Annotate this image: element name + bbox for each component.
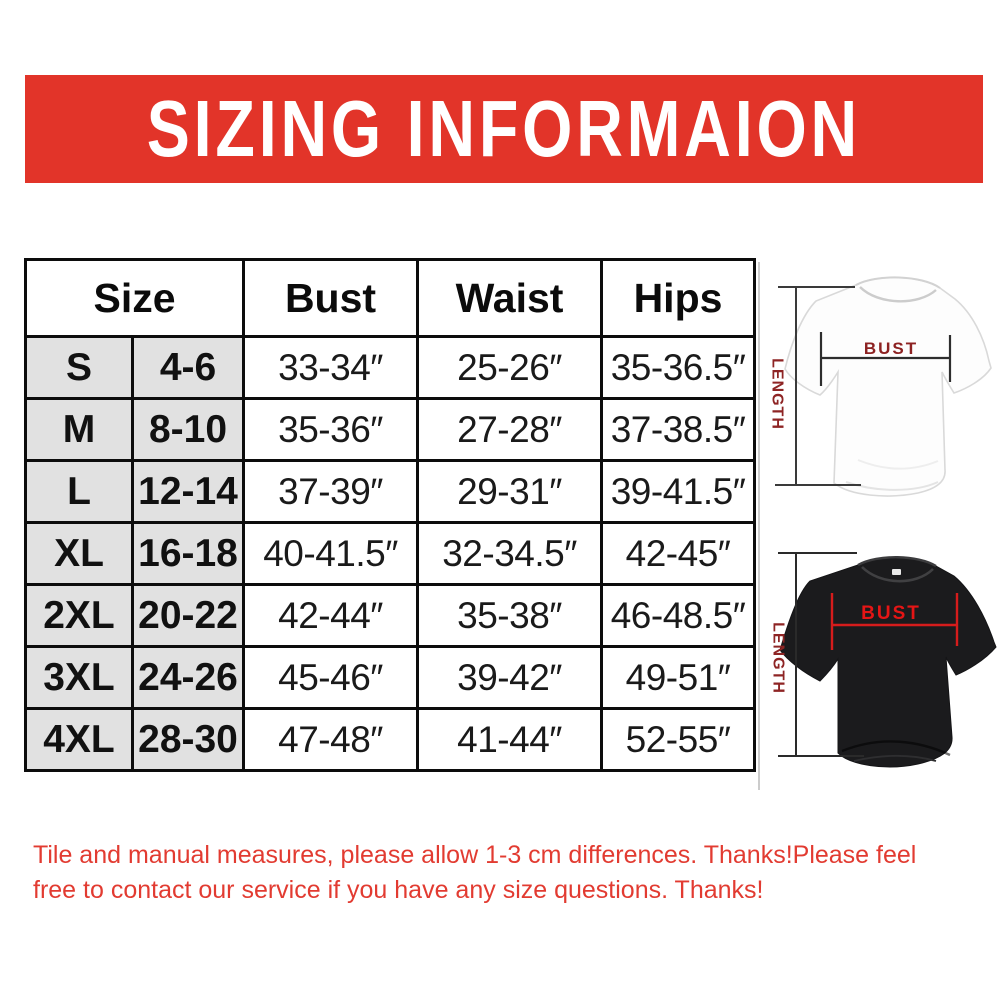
bust-cell: 35-36″ bbox=[244, 399, 418, 461]
hips-cell: 37-38.5″ bbox=[602, 399, 755, 461]
table-row bbox=[26, 337, 755, 399]
range-cell: 24-26 bbox=[133, 647, 244, 709]
hips-cell: 39-41.5″ bbox=[602, 461, 755, 523]
waist-cell: 39-42″ bbox=[418, 647, 602, 709]
waist-cell: 25-26″ bbox=[418, 337, 602, 399]
range-cell: 16-18 bbox=[133, 523, 244, 585]
bust-cell: 47-48″ bbox=[244, 709, 418, 771]
bust-cell: 33-34″ bbox=[244, 337, 418, 399]
col-header-waist: Waist bbox=[418, 260, 602, 337]
footer-note-line2: free to contact our service if you have any size questions. Thanks! bbox=[33, 876, 764, 904]
size-table bbox=[24, 258, 756, 772]
bust-cell: 45-46″ bbox=[244, 647, 418, 709]
black-shirt-diagram bbox=[758, 513, 1000, 798]
footer-note bbox=[33, 838, 916, 908]
range-cell: 8-10 bbox=[133, 399, 244, 461]
table-row bbox=[26, 523, 755, 585]
table-row bbox=[26, 461, 755, 523]
title-banner bbox=[25, 75, 983, 183]
size-cell: 3XL bbox=[26, 647, 133, 709]
size-cell: L bbox=[26, 461, 133, 523]
waist-cell: 41-44″ bbox=[418, 709, 602, 771]
range-cell: 20-22 bbox=[133, 585, 244, 647]
table-row bbox=[26, 709, 755, 771]
footer-note-line1: Tile and manual measures, please allow 1-3 cm differences. Thanks!Please feel bbox=[33, 841, 917, 869]
length-label: LENGTH bbox=[769, 622, 787, 694]
page-title: SIZING INFORMAION bbox=[146, 84, 862, 174]
white-shirt-diagram bbox=[758, 258, 1000, 510]
size-cell: M bbox=[26, 399, 133, 461]
collar-tag bbox=[892, 569, 901, 575]
hips-cell: 52-55″ bbox=[602, 709, 755, 771]
size-cell: XL bbox=[26, 523, 133, 585]
waist-cell: 29-31″ bbox=[418, 461, 602, 523]
table-header-row bbox=[26, 260, 755, 337]
white-tshirt-image bbox=[785, 277, 991, 496]
table-row bbox=[26, 647, 755, 709]
hips-cell: 42-45″ bbox=[602, 523, 755, 585]
black-tshirt-image bbox=[780, 557, 996, 767]
bust-cell: 42-44″ bbox=[244, 585, 418, 647]
col-header-hips: Hips bbox=[602, 260, 755, 337]
bust-cell: 37-39″ bbox=[244, 461, 418, 523]
hips-cell: 35-36.5″ bbox=[602, 337, 755, 399]
col-header-bust: Bust bbox=[244, 260, 418, 337]
bust-label: BUST bbox=[861, 603, 921, 624]
size-cell: 2XL bbox=[26, 585, 133, 647]
size-cell: S bbox=[26, 337, 133, 399]
col-header-size: Size bbox=[26, 260, 244, 337]
waist-cell: 32-34.5″ bbox=[418, 523, 602, 585]
hips-cell: 46-48.5″ bbox=[602, 585, 755, 647]
range-cell: 12-14 bbox=[133, 461, 244, 523]
table-row bbox=[26, 399, 755, 461]
size-cell: 4XL bbox=[26, 709, 133, 771]
table-row bbox=[26, 585, 755, 647]
length-label: LENGTH bbox=[768, 358, 786, 430]
bust-label: BUST bbox=[863, 339, 919, 358]
range-cell: 4-6 bbox=[133, 337, 244, 399]
range-cell: 28-30 bbox=[133, 709, 244, 771]
bust-cell: 40-41.5″ bbox=[244, 523, 418, 585]
waist-cell: 35-38″ bbox=[418, 585, 602, 647]
hips-cell: 49-51″ bbox=[602, 647, 755, 709]
waist-cell: 27-28″ bbox=[418, 399, 602, 461]
